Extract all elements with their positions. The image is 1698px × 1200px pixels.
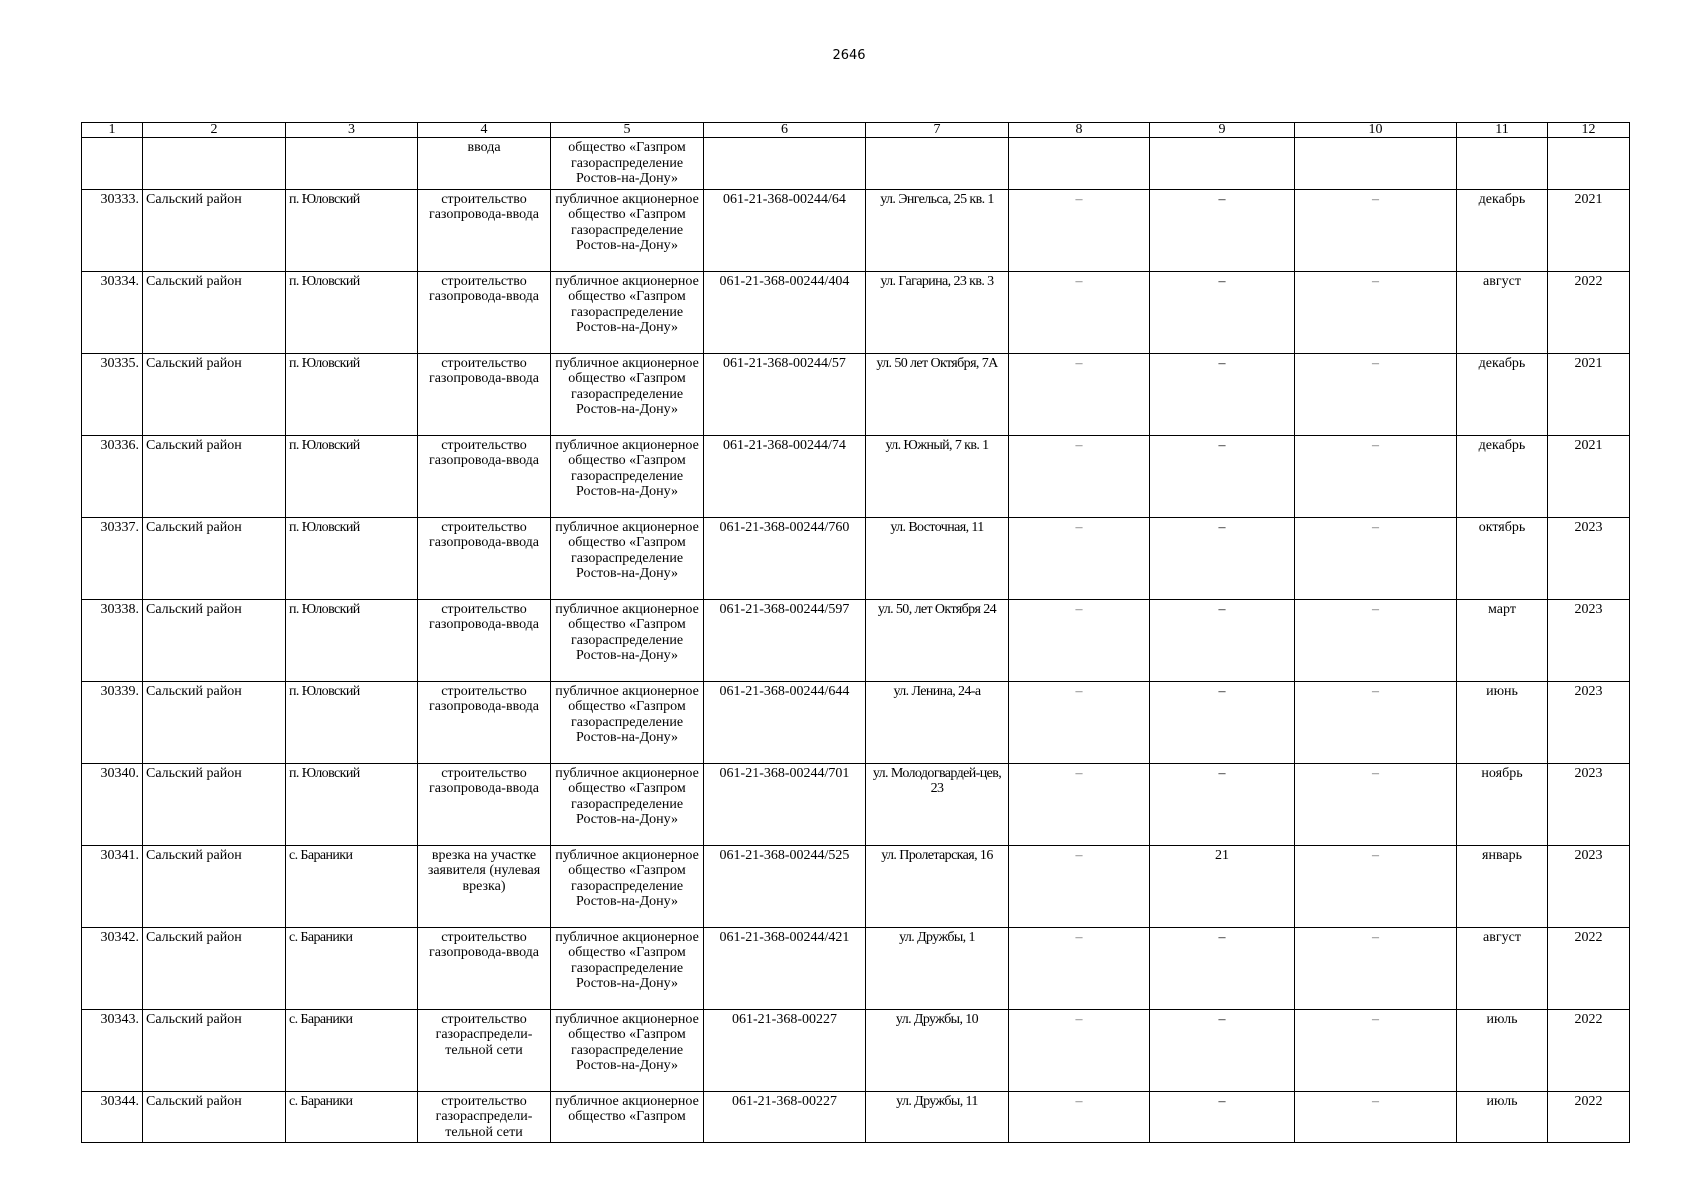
cell-column-10: –: [1295, 599, 1457, 681]
cell-year: 2023: [1548, 763, 1630, 845]
cell-locality: с. Бараники: [286, 927, 418, 1009]
cell-work-type: строительство газопровода-ввода: [418, 681, 551, 763]
cell-column-9: –: [1150, 927, 1295, 1009]
cell-organization: публичное акционерное общество «Газпром газораспределение Ростов-на-Дону»: [551, 271, 704, 353]
cell-permit-number: 061-21-368-00244/421: [704, 927, 866, 1009]
cell-permit-number: 061-21-368-00244/760: [704, 517, 866, 599]
cell-address: ул. Дружбы, 11: [866, 1091, 1009, 1143]
table-row: [82, 517, 1630, 599]
cell-year: 2023: [1548, 599, 1630, 681]
cell-permit-number: 061-21-368-00244/64: [704, 189, 866, 271]
cell-column-10: –: [1295, 763, 1457, 845]
table-row: [82, 599, 1630, 681]
table-row: [82, 353, 1630, 435]
cell-work-type: строительство газопровода-ввода: [418, 599, 551, 681]
cell-address: ул. Южный, 7 кв. 1: [866, 435, 1009, 517]
cell-organization: публичное акционерное общество «Газпром газораспределение Ростов-на-Дону»: [551, 763, 704, 845]
cell-column-8: –: [1009, 927, 1150, 1009]
cell-district: Сальский район: [143, 353, 286, 435]
cell-district: Сальский район: [143, 927, 286, 1009]
cell-month: август: [1457, 271, 1548, 353]
cell-empty: [286, 138, 418, 190]
cell-month: март: [1457, 599, 1548, 681]
cell-empty: [1295, 138, 1457, 190]
cell-empty: [1150, 138, 1295, 190]
cell-year: 2021: [1548, 353, 1630, 435]
column-header: 6: [704, 123, 866, 138]
cell-organization: публичное акционерное общество «Газпром: [551, 1091, 704, 1143]
column-header: 4: [418, 123, 551, 138]
table-row: [82, 1009, 1630, 1091]
column-header: 3: [286, 123, 418, 138]
cell-column-9: –: [1150, 681, 1295, 763]
table-row: [82, 845, 1630, 927]
cell-address: ул. Дружбы, 1: [866, 927, 1009, 1009]
cell-year: 2023: [1548, 681, 1630, 763]
cell-column-9: –: [1150, 189, 1295, 271]
continuation-row: [82, 138, 1630, 190]
cell-locality: п. Юловский: [286, 599, 418, 681]
cell-column-9: –: [1150, 599, 1295, 681]
cell-locality: с. Бараники: [286, 845, 418, 927]
cell-organization: общество «Газпром газораспределение Ростов-на-Дону»: [551, 138, 704, 190]
cell-month: октябрь: [1457, 517, 1548, 599]
cell-locality: с. Бараники: [286, 1009, 418, 1091]
cell-year: 2023: [1548, 517, 1630, 599]
column-header: 10: [1295, 123, 1457, 138]
cell-column-10: –: [1295, 927, 1457, 1009]
column-header: 11: [1457, 123, 1548, 138]
cell-work-type: врезка на участке заявителя (нулевая врезка): [418, 845, 551, 927]
cell-address: ул. Восточная, 11: [866, 517, 1009, 599]
cell-organization: публичное акционерное общество «Газпром газораспределение Ростов-на-Дону»: [551, 599, 704, 681]
cell-district: Сальский район: [143, 435, 286, 517]
cell-work-type: строительство газопровода-ввода: [418, 927, 551, 1009]
cell-empty: [866, 138, 1009, 190]
cell-address: ул. 50, лет Октября 24: [866, 599, 1009, 681]
cell-year: 2022: [1548, 927, 1630, 1009]
page-number: 2646: [832, 48, 866, 63]
cell-column-8: –: [1009, 763, 1150, 845]
cell-work-type: ввода: [418, 138, 551, 190]
cell-month: январь: [1457, 845, 1548, 927]
column-header: 2: [143, 123, 286, 138]
cell-work-type: строительство газораспредели-тельной сети: [418, 1091, 551, 1143]
table-row: [82, 681, 1630, 763]
cell-row-number: 30334.: [82, 271, 143, 353]
cell-permit-number: 061-21-368-00227: [704, 1009, 866, 1091]
cell-permit-number: 061-21-368-00244/701: [704, 763, 866, 845]
cell-column-10: –: [1295, 1091, 1457, 1143]
cell-district: Сальский район: [143, 599, 286, 681]
cell-empty: [1457, 138, 1548, 190]
table-row: [82, 271, 1630, 353]
cell-locality: п. Юловский: [286, 189, 418, 271]
cell-month: июль: [1457, 1009, 1548, 1091]
cell-work-type: строительство газопровода-ввода: [418, 353, 551, 435]
cell-locality: п. Юловский: [286, 517, 418, 599]
column-header: 5: [551, 123, 704, 138]
cell-permit-number: 061-21-368-00244/525: [704, 845, 866, 927]
cell-column-8: –: [1009, 681, 1150, 763]
cell-organization: публичное акционерное общество «Газпром газораспределение Ростов-на-Дону»: [551, 189, 704, 271]
table-row: [82, 435, 1630, 517]
column-header: 1: [82, 123, 143, 138]
cell-organization: публичное акционерное общество «Газпром газораспределение Ростов-на-Дону»: [551, 845, 704, 927]
cell-column-9: 21: [1150, 845, 1295, 927]
cell-column-8: –: [1009, 353, 1150, 435]
cell-column-10: –: [1295, 271, 1457, 353]
cell-row-number: 30340.: [82, 763, 143, 845]
table-row: [82, 927, 1630, 1009]
cell-column-9: –: [1150, 517, 1295, 599]
cell-district: Сальский район: [143, 1009, 286, 1091]
cell-district: Сальский район: [143, 271, 286, 353]
cell-year: 2022: [1548, 271, 1630, 353]
cell-locality: п. Юловский: [286, 353, 418, 435]
cell-column-10: –: [1295, 1009, 1457, 1091]
cell-column-8: –: [1009, 599, 1150, 681]
cell-month: декабрь: [1457, 435, 1548, 517]
cell-row-number: 30335.: [82, 353, 143, 435]
cell-row-number: 30337.: [82, 517, 143, 599]
cell-column-8: –: [1009, 1009, 1150, 1091]
cell-organization: публичное акционерное общество «Газпром газораспределение Ростов-на-Дону»: [551, 435, 704, 517]
cell-locality: п. Юловский: [286, 435, 418, 517]
cell-year: 2021: [1548, 435, 1630, 517]
cell-address: ул. Ленина, 24-а: [866, 681, 1009, 763]
cell-row-number: 30343.: [82, 1009, 143, 1091]
cell-column-10: –: [1295, 353, 1457, 435]
cell-permit-number: 061-21-368-00244/597: [704, 599, 866, 681]
cell-district: Сальский район: [143, 189, 286, 271]
cell-permit-number: 061-21-368-00227: [704, 1091, 866, 1143]
cell-column-9: –: [1150, 1091, 1295, 1143]
cell-month: июнь: [1457, 681, 1548, 763]
cell-column-9: –: [1150, 763, 1295, 845]
cell-empty: [143, 138, 286, 190]
cell-year: 2021: [1548, 189, 1630, 271]
cell-work-type: строительство газопровода-ввода: [418, 517, 551, 599]
cell-district: Сальский район: [143, 763, 286, 845]
cell-column-10: –: [1295, 189, 1457, 271]
cell-column-8: –: [1009, 435, 1150, 517]
column-number-header-row: [82, 123, 1630, 138]
cell-row-number: 30338.: [82, 599, 143, 681]
cell-month: август: [1457, 927, 1548, 1009]
cell-empty: [1009, 138, 1150, 190]
cell-address: ул. 50 лет Октября, 7А: [866, 353, 1009, 435]
cell-column-10: –: [1295, 517, 1457, 599]
cell-address: ул. Молодогвардей-цев, 23: [866, 763, 1009, 845]
cell-row-number: 30342.: [82, 927, 143, 1009]
cell-column-9: –: [1150, 353, 1295, 435]
registry-table: [81, 122, 1630, 1143]
cell-column-10: –: [1295, 845, 1457, 927]
cell-column-8: –: [1009, 189, 1150, 271]
cell-district: Сальский район: [143, 681, 286, 763]
cell-organization: публичное акционерное общество «Газпром газораспределение Ростов-на-Дону»: [551, 517, 704, 599]
cell-work-type: строительство газопровода-ввода: [418, 763, 551, 845]
cell-locality: п. Юловский: [286, 681, 418, 763]
cell-column-9: –: [1150, 435, 1295, 517]
table-row: [82, 1091, 1630, 1143]
cell-empty: [704, 138, 866, 190]
cell-organization: публичное акционерное общество «Газпром газораспределение Ростов-на-Дону»: [551, 681, 704, 763]
cell-empty: [1548, 138, 1630, 190]
column-header: 12: [1548, 123, 1630, 138]
cell-row-number: 30344.: [82, 1091, 143, 1143]
cell-locality: с. Бараники: [286, 1091, 418, 1143]
cell-month: декабрь: [1457, 353, 1548, 435]
cell-permit-number: 061-21-368-00244/644: [704, 681, 866, 763]
cell-month: декабрь: [1457, 189, 1548, 271]
cell-row-number: 30336.: [82, 435, 143, 517]
cell-permit-number: 061-21-368-00244/404: [704, 271, 866, 353]
cell-column-8: –: [1009, 1091, 1150, 1143]
cell-work-type: строительство газопровода-ввода: [418, 189, 551, 271]
cell-locality: п. Юловский: [286, 763, 418, 845]
cell-permit-number: 061-21-368-00244/57: [704, 353, 866, 435]
table-row: [82, 763, 1630, 845]
cell-row-number: 30339.: [82, 681, 143, 763]
cell-district: Сальский район: [143, 1091, 286, 1143]
cell-column-8: –: [1009, 271, 1150, 353]
cell-permit-number: 061-21-368-00244/74: [704, 435, 866, 517]
table-row: [82, 189, 1630, 271]
cell-address: ул. Гагарина, 23 кв. 3: [866, 271, 1009, 353]
cell-column-8: –: [1009, 517, 1150, 599]
cell-column-9: –: [1150, 271, 1295, 353]
column-header: 8: [1009, 123, 1150, 138]
column-header: 7: [866, 123, 1009, 138]
cell-work-type: строительство газораспредели-тельной сети: [418, 1009, 551, 1091]
cell-work-type: строительство газопровода-ввода: [418, 435, 551, 517]
column-header: 9: [1150, 123, 1295, 138]
cell-year: 2023: [1548, 845, 1630, 927]
cell-year: 2022: [1548, 1009, 1630, 1091]
cell-column-9: –: [1150, 1009, 1295, 1091]
cell-address: ул. Дружбы, 10: [866, 1009, 1009, 1091]
cell-column-8: –: [1009, 845, 1150, 927]
cell-address: ул. Энгельса, 25 кв. 1: [866, 189, 1009, 271]
cell-column-10: –: [1295, 435, 1457, 517]
cell-locality: п. Юловский: [286, 271, 418, 353]
cell-organization: публичное акционерное общество «Газпром газораспределение Ростов-на-Дону»: [551, 1009, 704, 1091]
cell-row-number: 30341.: [82, 845, 143, 927]
cell-empty: [82, 138, 143, 190]
cell-organization: публичное акционерное общество «Газпром газораспределение Ростов-на-Дону»: [551, 927, 704, 1009]
cell-work-type: строительство газопровода-ввода: [418, 271, 551, 353]
cell-month: июль: [1457, 1091, 1548, 1143]
cell-row-number: 30333.: [82, 189, 143, 271]
cell-column-10: –: [1295, 681, 1457, 763]
cell-district: Сальский район: [143, 845, 286, 927]
cell-district: Сальский район: [143, 517, 286, 599]
cell-year: 2022: [1548, 1091, 1630, 1143]
cell-organization: публичное акционерное общество «Газпром газораспределение Ростов-на-Дону»: [551, 353, 704, 435]
cell-address: ул. Пролетарская, 16: [866, 845, 1009, 927]
cell-month: ноябрь: [1457, 763, 1548, 845]
